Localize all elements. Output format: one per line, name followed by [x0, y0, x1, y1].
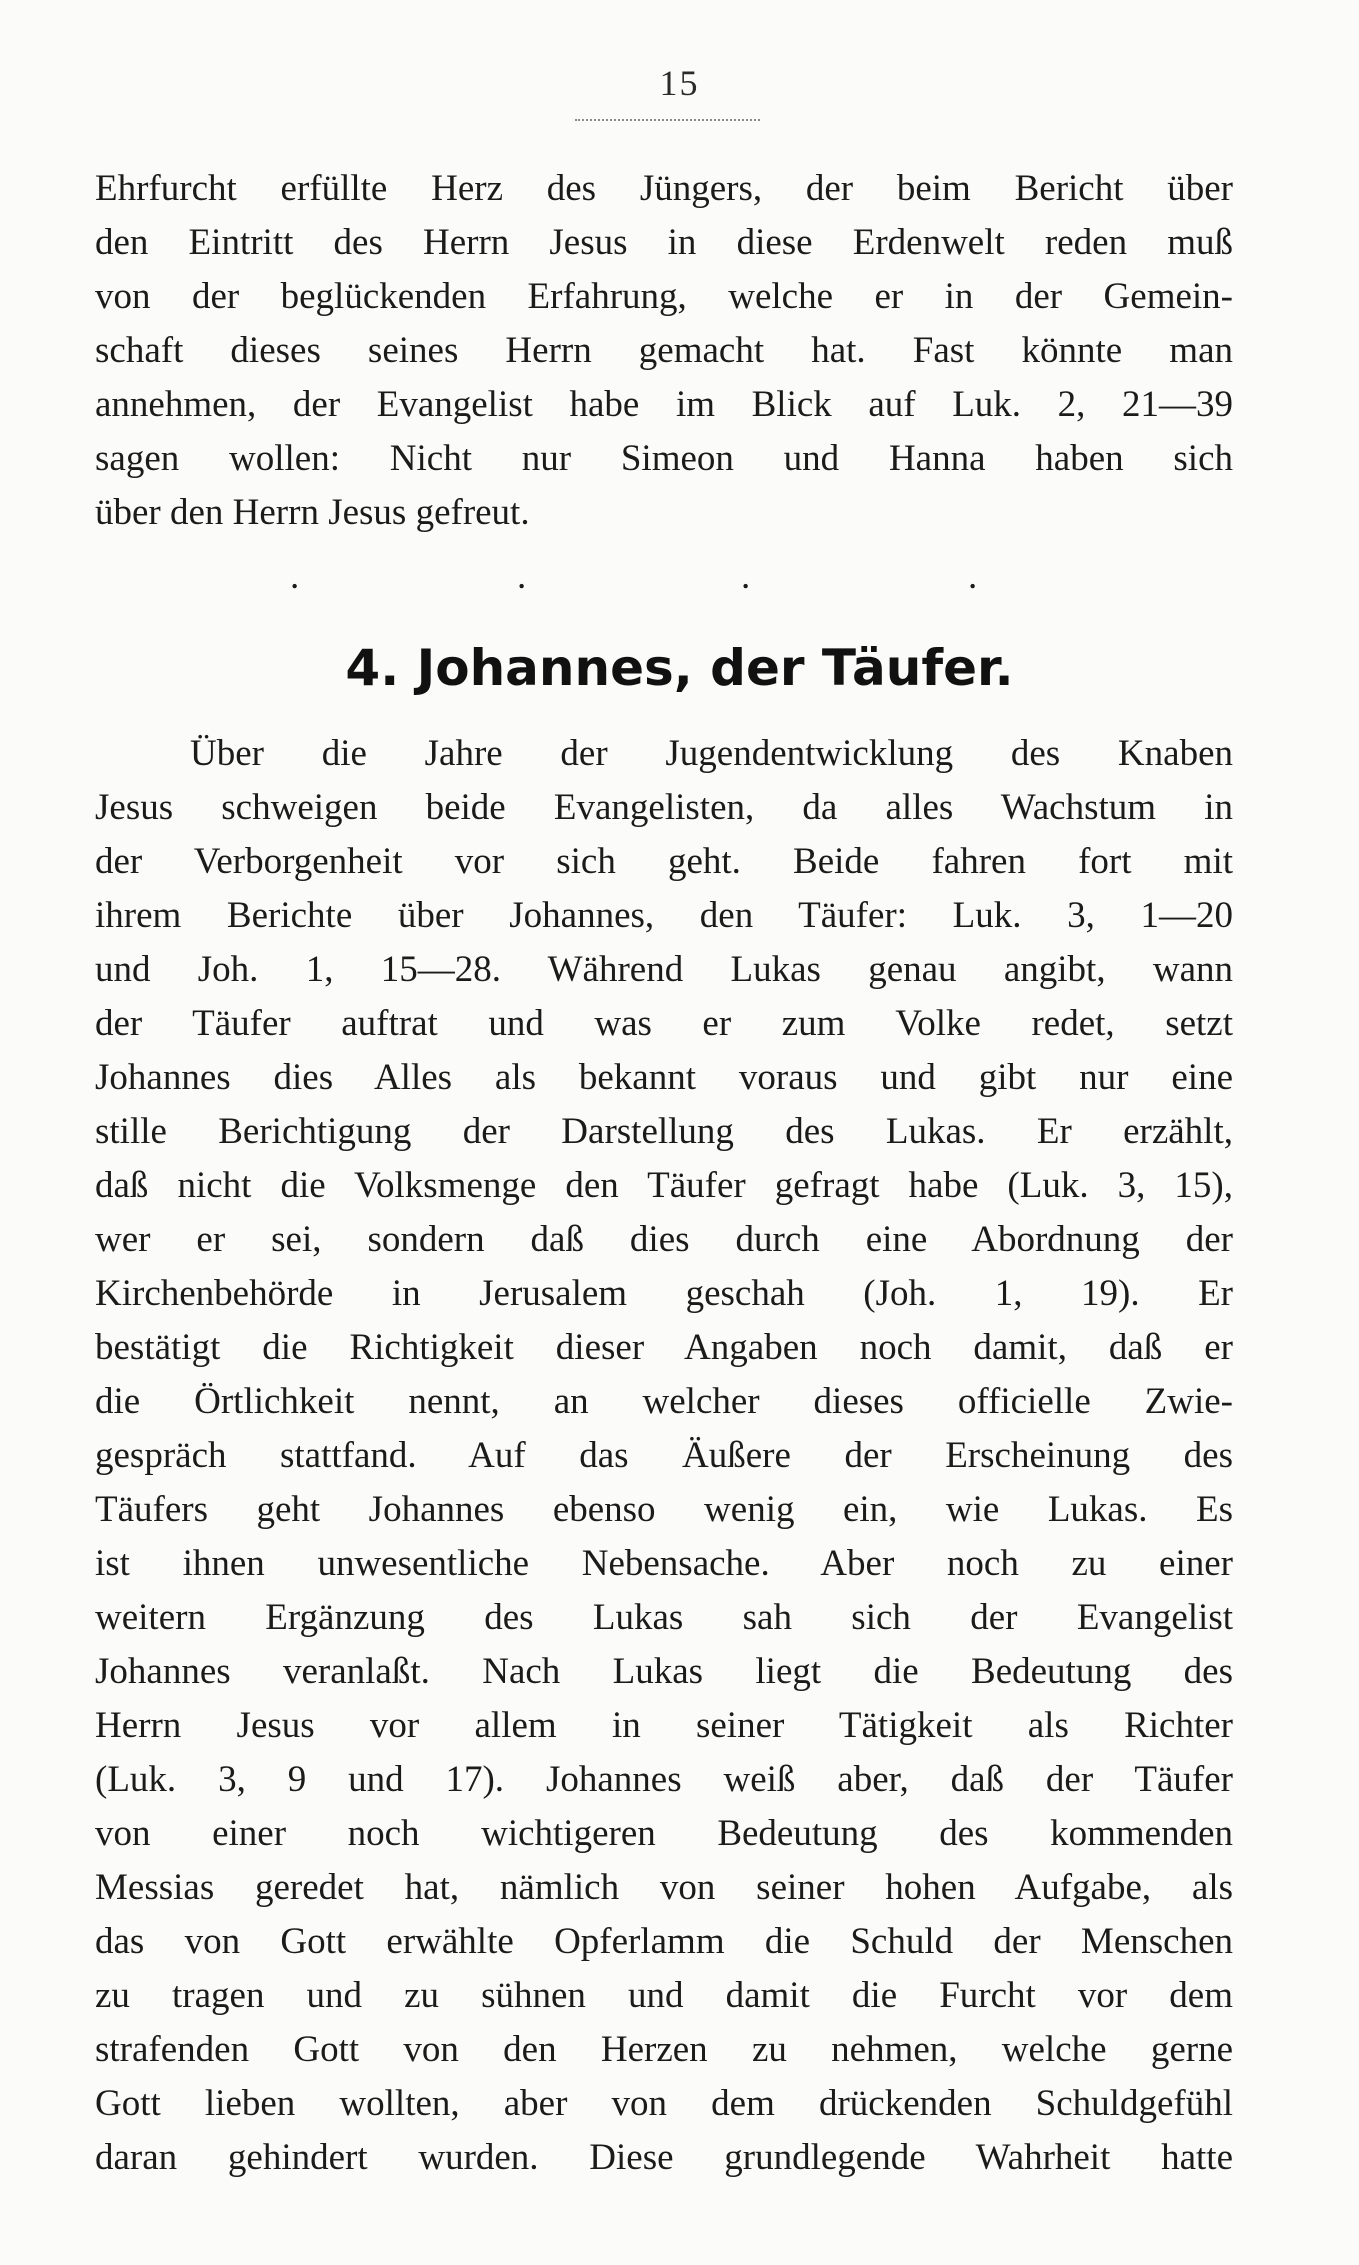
text-line: (Luk. 3, 9 und 17). Johannes weiß aber, daß der Täufer [95, 1759, 1233, 1800]
separator-dot: . [517, 556, 527, 597]
intro-paragraph [95, 162, 1233, 540]
text-line: ihrem Berichte über Johannes, den Täufer: Luk. 3, 1—20 [95, 895, 1233, 936]
text-line: über den Herrn Jesus gefreut. [95, 492, 530, 533]
separator-dot: . [741, 556, 751, 597]
text-line: zu tragen und zu sühnen und damit die Furcht vor dem [95, 1975, 1233, 2016]
text-line: weitern Ergänzung des Lukas sah sich der Evangelist [95, 1597, 1233, 1638]
separator-dot: . [290, 556, 300, 597]
text-line: Johannes veranlaßt. Nach Lukas liegt die Bedeutung des [95, 1651, 1233, 1692]
page-number: 15 [659, 63, 700, 103]
text-line: die Örtlichkeit nennt, an welcher dieses officielle Zwie- [95, 1381, 1233, 1422]
text-line: strafenden Gott von den Herzen zu nehmen, welche gerne [95, 2029, 1233, 2070]
text-line: und Joh. 1, 15—28. Während Lukas genau angibt, wann [95, 949, 1233, 990]
text-line: Gott lieben wollten, aber von dem drückenden Schuldgefühl [95, 2083, 1233, 2124]
separator-dot: . [968, 556, 978, 597]
text-line: Johannes dies Alles als bekannt voraus und gibt nur eine [95, 1057, 1233, 1098]
text-line: das von Gott erwählte Opferlamm die Schuld der Menschen [95, 1921, 1233, 1962]
text-line: daß nicht die Volksmenge den Täufer gefragt habe (Luk. 3, 15), [95, 1165, 1233, 1206]
text-line: von der beglückenden Erfahrung, welche er in der Gemein- [95, 276, 1233, 317]
text-line: Kirchenbehörde in Jerusalem geschah (Joh. 1, 19). Er [95, 1273, 1233, 1314]
text-line: annehmen, der Evangelist habe im Blick auf Luk. 2, 21—39 [95, 384, 1233, 425]
text-line: Messias geredet hat, nämlich von seiner hohen Aufgabe, als [95, 1867, 1233, 1908]
text-line: gespräch stattfand. Auf das Äußere der Erscheinung des [95, 1435, 1233, 1476]
text-line: Über die Jahre der Jugendentwicklung des Knaben [190, 733, 1233, 774]
text-line: wer er sei, sondern daß dies durch eine Abordnung der [95, 1219, 1233, 1260]
text-line: Ehrfurcht erfüllte Herz des Jüngers, der beim Bericht über [95, 168, 1233, 209]
text-line: stille Berichtigung der Darstellung des Lukas. Er erzählt, [95, 1111, 1233, 1152]
text-line: der Verborgenheit vor sich geht. Beide fahren fort mit [95, 841, 1233, 882]
text-line: Jesus schweigen beide Evangelisten, da alles Wachstum in [95, 787, 1233, 828]
header-rule [575, 119, 760, 121]
text-line: sagen wollen: Nicht nur Simeon und Hanna haben sich [95, 438, 1233, 479]
text-line: daran gehindert wurden. Diese grundlegende Wahrheit hatte [95, 2137, 1233, 2178]
text-line: den Eintritt des Herrn Jesus in diese Erdenwelt reden muß [95, 222, 1233, 263]
text-line: Täufers geht Johannes ebenso wenig ein, wie Lukas. Es [95, 1489, 1233, 1530]
text-line: bestätigt die Richtigkeit dieser Angaben noch damit, daß er [95, 1327, 1233, 1368]
text-line: Herrn Jesus vor allem in seiner Tätigkeit als Richter [95, 1705, 1233, 1746]
text-line: ist ihnen unwesentliche Nebensache. Aber noch zu einer [95, 1543, 1233, 1584]
text-line: schaft dieses seines Herrn gemacht hat. Fast könnte man [95, 330, 1233, 371]
section-heading: 4. Johannes, der Täufer. [345, 639, 1014, 697]
text-line: von einer noch wichtigeren Bedeutung des kommenden [95, 1813, 1233, 1854]
section-separator [0, 550, 1359, 604]
text-line: der Täufer auftrat und was er zum Volke redet, setzt [95, 1003, 1233, 1044]
section-paragraph [95, 727, 1233, 2185]
